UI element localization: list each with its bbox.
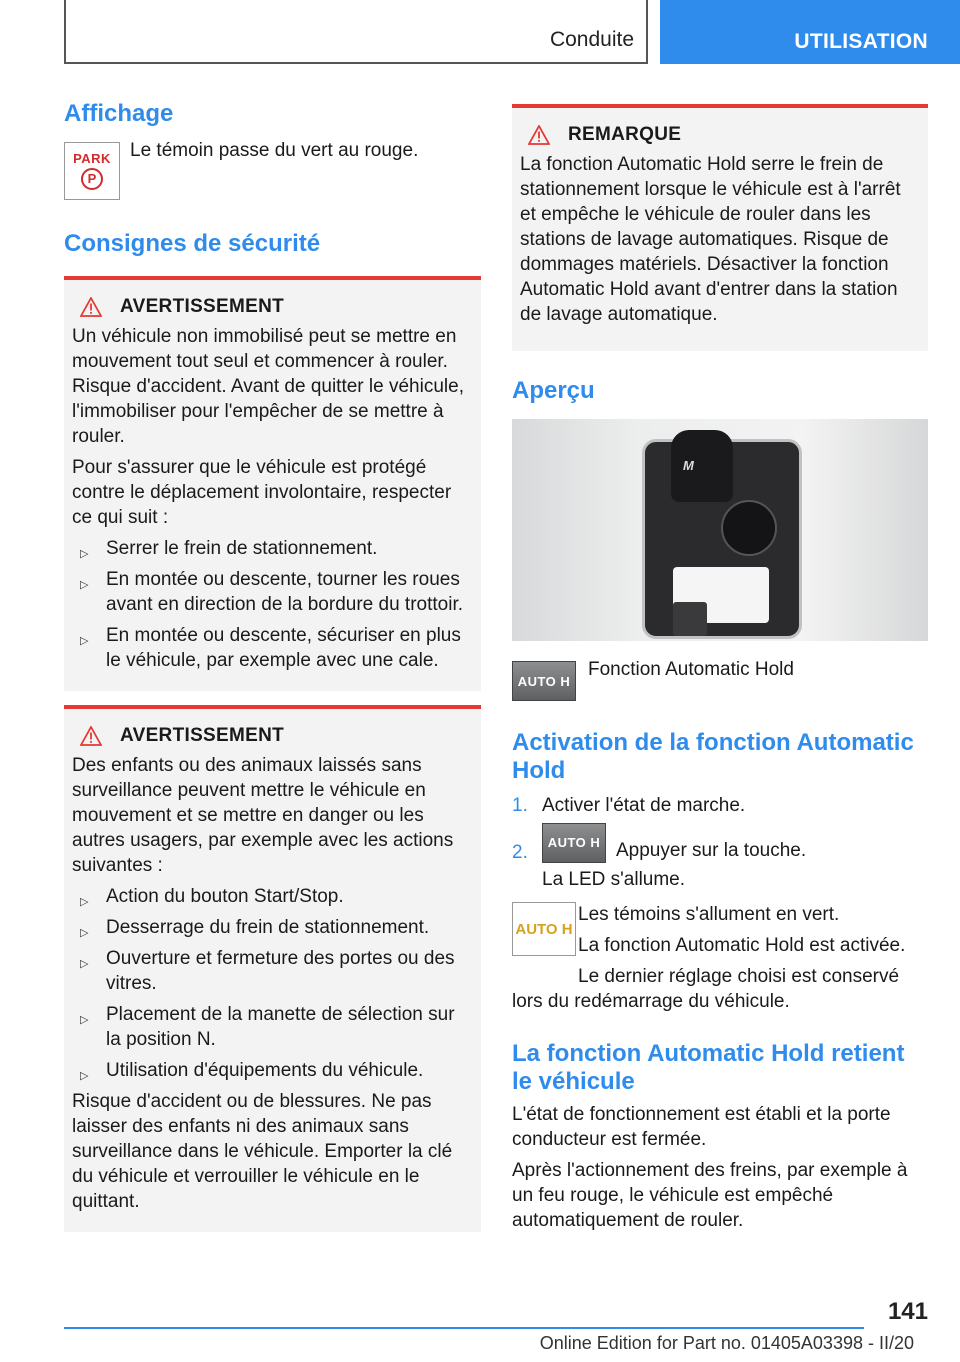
activation-steps <box>512 793 928 863</box>
warning-box-1-text: Un véhicule non immobilisé peut se mettre en mouvement tout seul et commencer à rouler. Risque d'accident. Avant de quitter le véhicule, l'immobiliser pour l'empêcher de se mettre à rouler. <box>72 326 464 447</box>
list-item: ▷ Placement de la manette de sélection sur la position N. <box>80 1004 455 1050</box>
header-section-tab <box>64 0 648 64</box>
bullet-triangle-icon: ▷ <box>80 1014 89 1026</box>
bullet-triangle-icon: ▷ <box>80 958 89 970</box>
parking-brake-switch <box>673 602 707 636</box>
bullet-triangle-icon: ▷ <box>80 635 89 647</box>
list-item: ▷ En montée ou descente, tourner les roues avant en direction de la bordure du trottoir. <box>80 569 464 615</box>
list-item: ▷ Action du bouton Start/Stop. <box>72 884 473 909</box>
affichage-heading: Affichage <box>64 100 174 127</box>
retient-heading: La fonction Automatic Hold retient le véhicule <box>512 1040 905 1095</box>
list-item: ▷ Desserrage du frein de stationnement. <box>72 915 473 940</box>
console-panel <box>642 439 802 639</box>
activation-heading: Activation de la fonction Automatic Hold <box>512 729 914 784</box>
retient-text-1: L'état de fonctionnement est établi et la porte conducteur est fermée. <box>512 1104 891 1150</box>
right-column <box>512 100 928 1233</box>
lamp-row <box>512 902 928 958</box>
auto-h-indicator-lamp-icon: AUTO H <box>512 902 576 956</box>
affichage-row <box>64 142 481 200</box>
lamp-text-2: La fonction Automatic Hold est activée. <box>578 935 906 956</box>
warning-box-1-list <box>72 536 473 673</box>
warning-box-1 <box>64 276 481 691</box>
warning-triangle-icon <box>80 297 102 317</box>
warning-box-2 <box>64 705 481 1232</box>
center-console-photo <box>512 419 928 641</box>
auto-h-button-icon: AUTO H <box>512 661 576 701</box>
bullet-triangle-icon: ▷ <box>80 927 89 939</box>
lamp-text-3: Le dernier réglage choisi est conservé lors du redémarrage du véhicule. <box>512 966 900 1012</box>
warning-box-1-title: AVERTISSEMENT <box>80 296 473 318</box>
left-column <box>64 100 481 1232</box>
gear-selector: M <box>671 430 733 502</box>
affichage-text: Le témoin passe du vert au rouge. <box>130 140 419 161</box>
list-item: 1. Activer l'état de marche. <box>512 795 746 816</box>
list-item: ▷ En montée ou descente, sécuriser en plus le véhicule, par exemple avec une cale. <box>80 625 461 671</box>
header-chapter: UTILISATION <box>794 30 928 53</box>
footer-edition: Online Edition for Part no. 01405A03398 - II/20 <box>539 1333 914 1353</box>
warning-triangle-icon <box>528 125 550 145</box>
note-box-title: REMARQUE <box>528 124 920 146</box>
controller-dial <box>721 500 777 556</box>
list-item: 2. AUTO H Appuyer sur la touche. <box>512 822 928 863</box>
list-item: ▷ Serrer le frein de stationnement. <box>72 536 473 561</box>
lamp-text-1: Les témoins s'allument en vert. <box>578 904 840 925</box>
auto-h-button-icon: AUTO H <box>542 823 606 863</box>
list-item: ▷ Utilisation d'équipements du véhicule. <box>72 1058 473 1083</box>
warning-box-2-title: AVERTISSEMENT <box>80 725 473 747</box>
header-section: Conduite <box>549 28 634 51</box>
bullet-triangle-icon: ▷ <box>80 548 89 560</box>
warning-box-1-intro: Pour s'assurer que le véhicule est protégé contre le déplacement involontaire, respecter ce qui suit : <box>72 457 452 528</box>
header-chapter-tab <box>660 0 960 64</box>
warning-box-2-list <box>72 884 473 1083</box>
autoh-caption-row <box>512 661 928 701</box>
bullet-triangle-icon: ▷ <box>80 896 89 908</box>
warning-box-2-text: Des enfants ou des animaux laissés sans surveillance peuvent mettre le véhicule en mouvement et se mettre en danger ou les autres usagers, par exemple avec les actions suivantes : <box>72 755 454 876</box>
autoh-caption: Fonction Automatic Hold <box>588 659 794 680</box>
note-box <box>512 104 928 351</box>
consignes-heading: Consignes de sécurité <box>64 230 321 257</box>
footer-divider <box>64 1327 864 1329</box>
lamp-text-group <box>578 902 905 958</box>
park-indicator-icon: PARK P <box>64 142 120 200</box>
page-number: 141 <box>887 1298 928 1325</box>
warning-triangle-icon <box>80 726 102 746</box>
led-text: La LED s'allume. <box>542 869 686 890</box>
bullet-triangle-icon: ▷ <box>80 1070 89 1082</box>
apercu-heading: Aperçu <box>512 377 595 404</box>
note-box-text: La fonction Automatic Hold serre le frein de stationnement lorsque le véhicule est à l'arrêt et empêche le véhicule de rouler dans les stations de lavage automatiques. Risque de dommages matériels. Désactiver la fonction Automatic Hold avant d'entrer dans la station de lavage automatique. <box>520 154 901 325</box>
warning-box-2-consequence: Risque d'accident ou de blessures. Ne pas laisser des enfants ni des animaux sans surveillance dans le véhicule. Emporter la clé du véhicule et verrouiller le véhicule en le quittant. <box>72 1091 453 1212</box>
list-item: ▷ Ouverture et fermeture des portes ou des vitres. <box>80 948 455 994</box>
bullet-triangle-icon: ▷ <box>80 579 89 591</box>
retient-text-2: Après l'actionnement des freins, par exemple à un feu rouge, le véhicule est empêché automatiquement de rouler. <box>512 1160 908 1231</box>
